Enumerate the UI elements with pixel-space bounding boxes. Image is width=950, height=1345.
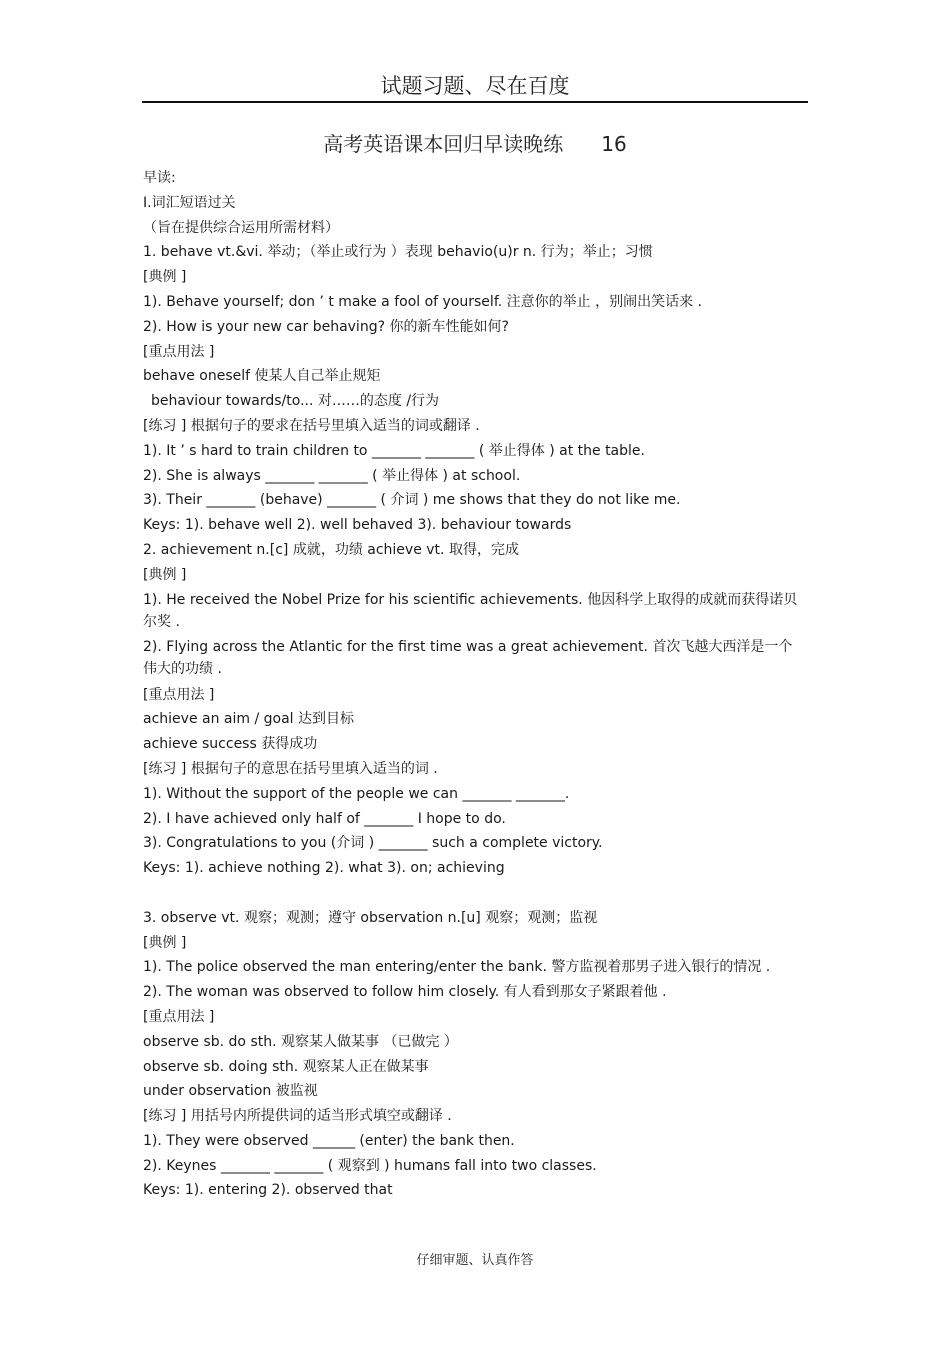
- text-line: observe sb. do sth. 观察某人做某事 （已做完 ）: [143, 1033, 458, 1050]
- text-line: 1). They were observed ______ (enter) the bank then.: [143, 1132, 515, 1149]
- page-header: 试题习题、尽在百度: [380, 74, 570, 98]
- document-body: [143, 166, 803, 1203]
- blank-line: [143, 881, 803, 906]
- text-line: 3). Congratulations to you (介词 ) _______ such a complete victory.: [143, 835, 603, 852]
- text-line: 2). The woman was observed to follow him closely. 有人看到那女子紧跟着他 .: [143, 984, 667, 1001]
- text-line: 早读:: [143, 170, 176, 186]
- text-line: 1). Without the support of the people we can _______ _______.: [143, 785, 570, 802]
- text-line: 2). Flying across the Atlantic for the first time was a great achievement. 首次飞越大西洋是一个伟大的功绩 .: [143, 638, 793, 677]
- text-line: 2). Keynes _______ _______ ( 观察到 ) humans fall into two classes.: [143, 1157, 597, 1174]
- document-title: [0, 128, 950, 157]
- text-line: 1). He received the Nobel Prize for his scientific achievements. 他因科学上取得的成就而获得诺贝尔奖 .: [143, 591, 798, 630]
- text-line: 3. observe vt. 观察；观测；遵守 observation n.[u] 观察；观测；监视: [143, 909, 598, 926]
- text-line: [典例 ]: [143, 269, 187, 286]
- text-line: achieve an aim / goal 达到目标: [143, 711, 354, 728]
- text-line: [练习 ] 根据句子的意思在括号里填入适当的词 .: [143, 760, 438, 777]
- text-line: [典例 ]: [143, 934, 187, 951]
- text-line: [重点用法 ]: [143, 686, 215, 703]
- text-line: [重点用法 ]: [143, 1008, 215, 1025]
- text-line: behave oneself 使某人自己举止规矩: [143, 368, 381, 385]
- text-line: [练习 ] 用括号内所提供词的适当形式填空或翻译 .: [143, 1108, 452, 1125]
- text-line: under observation 被监视: [143, 1083, 318, 1100]
- text-line: 1. behave vt.&vi. 举动；（举止或行为 ）表现 behavio(u)r n. 行为；举止；习惯: [143, 244, 653, 261]
- page-footer: 仔细审题、认真作答: [416, 1253, 534, 1268]
- text-line: achieve success 获得成功: [143, 736, 318, 753]
- text-line: Keys: 1). entering 2). observed that: [143, 1182, 393, 1199]
- text-line: Ⅰ.词汇短语过关: [143, 194, 236, 211]
- text-line: 1). The police observed the man entering/enter the bank. 警方监视着那男子进入银行的情况 .: [143, 959, 771, 976]
- text-line: Keys: 1). achieve nothing 2). what 3). on; achieving: [143, 860, 505, 877]
- text-line: [重点用法 ]: [143, 343, 215, 360]
- text-line: 2). I have achieved only half of _______ I hope to do.: [143, 810, 506, 827]
- text-line: 1). It ’ s hard to train children to _______ _______ ( 举止得体 ) at the table.: [143, 442, 645, 459]
- text-line: [典例 ]: [143, 566, 187, 583]
- header-rule: [142, 101, 808, 103]
- text-line: 1). Behave yourself; don ’ t make a fool of yourself. 注意你的举止 ，别闹出笑话来 .: [143, 293, 702, 310]
- text-line: 3). Their _______ (behave) _______ ( 介词 ) me shows that they do not like me.: [143, 492, 681, 509]
- text-line: 2. achievement n.[c] 成就，功绩 achieve vt. 取得，完成: [143, 541, 519, 558]
- text-line: 2). How is your new car behaving? 你的新车性能如何?: [143, 318, 509, 335]
- text-line: 2). She is always _______ _______ ( 举止得体 ) at school.: [143, 467, 521, 484]
- title-text: 高考英语课本回归早读晚练: [323, 132, 564, 156]
- text-line: （旨在提供综合运用所需材料）: [143, 219, 339, 236]
- title-number: 16: [601, 132, 627, 156]
- text-line: Keys: 1). behave well 2). well behaved 3). behaviour towards: [143, 517, 572, 534]
- text-line: [练习 ] 根据句子的要求在括号里填入适当的词或翻译 .: [143, 417, 480, 434]
- text-line: behaviour towards/to... 对……的态度 /行为: [151, 393, 440, 410]
- text-line: observe sb. doing sth. 观察某人正在做某事: [143, 1058, 429, 1075]
